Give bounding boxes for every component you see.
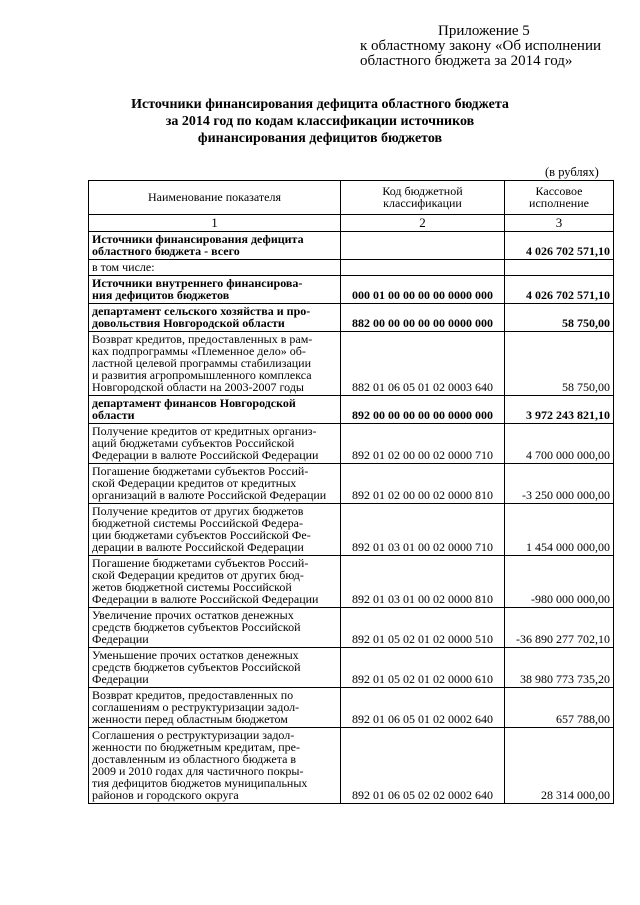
table-row	[89, 260, 614, 276]
row-name-line: 2009 и 2010 годах для частичного покры-	[92, 764, 304, 778]
column-number-row	[89, 215, 614, 232]
table-row	[89, 276, 614, 304]
row-name	[89, 276, 341, 304]
row-name-line: ния дефицитов бюджетов	[92, 288, 230, 302]
row-code: 892 01 02 00 00 02 0000 810	[341, 464, 505, 504]
row-value: 58 750,00	[505, 332, 614, 396]
title-line-3: финансирования дефицитов бюджетов	[197, 131, 443, 146]
row-name-line: средств бюджетов субъектов Российской	[92, 620, 301, 634]
row-name-line: Увеличение прочих остатков денежных	[92, 608, 294, 622]
row-code: 892 01 06 05 02 02 0002 640	[341, 728, 505, 804]
row-code: 892 00 00 00 00 00 0000 000	[341, 396, 505, 424]
table-row	[89, 424, 614, 464]
row-name-line: организаций в валюте Российской Федерации	[92, 488, 327, 502]
row-code: 000 01 00 00 00 00 0000 000	[341, 276, 505, 304]
units-note: (в рублях)	[545, 165, 599, 179]
row-value: 4 026 702 571,10	[505, 276, 614, 304]
table-row	[89, 688, 614, 728]
table-row	[89, 396, 614, 424]
row-name	[89, 260, 341, 276]
row-name-line: областного бюджета - всего	[92, 244, 240, 258]
row-name-line: Федерации в валюте Российской Федерации	[92, 448, 319, 462]
row-name-line: департамент финансов Новгородской	[92, 396, 296, 410]
row-name	[89, 648, 341, 688]
appendix-line-3: областного бюджета за 2014 год»	[360, 53, 573, 69]
row-name-line: Федерации	[92, 672, 149, 686]
row-name	[89, 304, 341, 332]
row-name-line: ках подпрограммы «Племенное дело» об-	[92, 344, 306, 358]
row-name-line: Получение кредитов от других бюджетов	[92, 504, 304, 518]
appendix-line-1: Приложение 5	[438, 23, 530, 39]
row-value: -3 250 000 000,00	[505, 464, 614, 504]
column-number-3: 3	[505, 215, 614, 232]
row-name-line: женности перед областным бюджетом	[92, 712, 288, 726]
row-name-line: в том числе:	[92, 260, 155, 274]
row-code: 892 01 05 02 01 02 0000 510	[341, 608, 505, 648]
document-title	[95, 96, 545, 147]
column-number-2: 2	[341, 215, 505, 232]
row-value: 4 700 000 000,00	[505, 424, 614, 464]
row-name-line: ции бюджетами субъектов Российской Фе-	[92, 528, 311, 542]
row-name	[89, 424, 341, 464]
row-name-line: Получение кредитов от кредитных организ-	[92, 424, 317, 438]
row-name-line: и развития агропромышленного комплекса	[92, 368, 312, 382]
header-code-line-2: классификации	[383, 196, 462, 210]
row-name	[89, 608, 341, 648]
row-name	[89, 556, 341, 608]
row-name-line: бюджетной системы Российской Федера-	[92, 516, 303, 530]
row-name	[89, 688, 341, 728]
row-value: -980 000 000,00	[505, 556, 614, 608]
row-name-line: довольствия Новгородской области	[92, 316, 285, 330]
row-name	[89, 464, 341, 504]
appendix-note	[360, 24, 601, 69]
table-row	[89, 304, 614, 332]
row-code: 892 01 03 01 00 02 0000 810	[341, 556, 505, 608]
row-name-line: Уменьшение прочих остатков денежных	[92, 648, 299, 662]
header-code	[341, 181, 505, 215]
row-name	[89, 332, 341, 396]
row-name-line: районов и городского округа	[92, 788, 239, 802]
table-row	[89, 648, 614, 688]
row-name-line: жетов бюджетной системы Российской	[92, 580, 292, 594]
row-name-line: Соглашения о реструктуризации задол-	[92, 728, 295, 742]
row-code: 882 01 06 05 01 02 0003 640	[341, 332, 505, 396]
table-row	[89, 504, 614, 556]
row-value: 3 972 243 821,10	[505, 396, 614, 424]
header-exec-line-1: Кассовое	[535, 184, 583, 198]
row-value: 28 314 000,00	[505, 728, 614, 804]
appendix-line-2: к областному закону «Об исполнении	[360, 38, 602, 54]
row-value: 1 454 000 000,00	[505, 504, 614, 556]
row-name-line: Федерации в валюте Российской Федерации	[92, 592, 319, 606]
title-line-2: за 2014 год по кодам классификации источников	[165, 114, 475, 129]
row-name-line: ской Федерации кредитов от кредитных	[92, 476, 297, 490]
table-body	[89, 232, 614, 804]
row-name-line: Погашение бюджетами субъектов Россий-	[92, 556, 309, 570]
row-value: -36 890 277 702,10	[505, 608, 614, 648]
table-row	[89, 464, 614, 504]
row-code: 882 00 00 00 00 00 0000 000	[341, 304, 505, 332]
row-name-line: дерации в валюте Российской Федерации	[92, 540, 304, 554]
row-code: 892 01 06 05 01 02 0002 640	[341, 688, 505, 728]
row-name-line: тия дефицитов бюджетов муниципальных	[92, 776, 308, 790]
row-code: 892 01 05 02 01 02 0000 610	[341, 648, 505, 688]
row-name-line: ской Федерации кредитов от других бюд-	[92, 568, 304, 582]
row-name-line: Источники внутреннего финансирова-	[92, 276, 303, 290]
row-name-line: Погашение бюджетами субъектов Россий-	[92, 464, 309, 478]
table-row	[89, 608, 614, 648]
row-value: 58 750,00	[505, 304, 614, 332]
row-name-line: средств бюджетов субъектов Российской	[92, 660, 301, 674]
row-name	[89, 396, 341, 424]
row-name-line: ластной целевой программы стабилизации	[92, 356, 312, 370]
row-name-line: Новгородской области на 2003-2007 годы	[92, 380, 304, 394]
row-name-line: департамент сельского хозяйства и про-	[92, 304, 311, 318]
row-name-line: аций бюджетами субъектов Российской	[92, 436, 295, 450]
row-value	[505, 260, 614, 276]
table-row	[89, 728, 614, 804]
row-name-line: области	[92, 408, 135, 422]
row-value: 38 980 773 735,20	[505, 648, 614, 688]
header-name: Наименование показателя	[89, 181, 341, 215]
row-name-line: доставленным из областного бюджета в	[92, 752, 297, 766]
row-name	[89, 504, 341, 556]
row-name-line: Федерации	[92, 632, 149, 646]
row-value: 657 788,00	[505, 688, 614, 728]
row-name-line: Возврат кредитов, предоставленных в рам-	[92, 332, 313, 346]
row-name	[89, 728, 341, 804]
row-name	[89, 232, 341, 260]
sources-table	[88, 180, 614, 804]
row-name-line: Возврат кредитов, предоставленных по	[92, 688, 294, 702]
table-row	[89, 332, 614, 396]
header-code-line-1: Код бюджетной	[382, 184, 463, 198]
column-number-1: 1	[89, 215, 341, 232]
table-row	[89, 232, 614, 260]
header-row	[89, 181, 614, 215]
header-execution	[505, 181, 614, 215]
row-value: 4 026 702 571,10	[505, 232, 614, 260]
row-code	[341, 232, 505, 260]
row-code: 892 01 03 01 00 02 0000 710	[341, 504, 505, 556]
title-line-1: Источники финансирования дефицита областного бюджета	[131, 97, 509, 112]
row-code: 892 01 02 00 00 02 0000 710	[341, 424, 505, 464]
header-exec-line-2: исполнение	[529, 196, 589, 210]
row-code	[341, 260, 505, 276]
table-row	[89, 556, 614, 608]
row-name-line: женности по бюджетным кредитам, пре-	[92, 740, 300, 754]
row-name-line: Источники финансирования дефицита	[92, 232, 304, 246]
row-name-line: соглашениям о реструктуризации задол-	[92, 700, 300, 714]
